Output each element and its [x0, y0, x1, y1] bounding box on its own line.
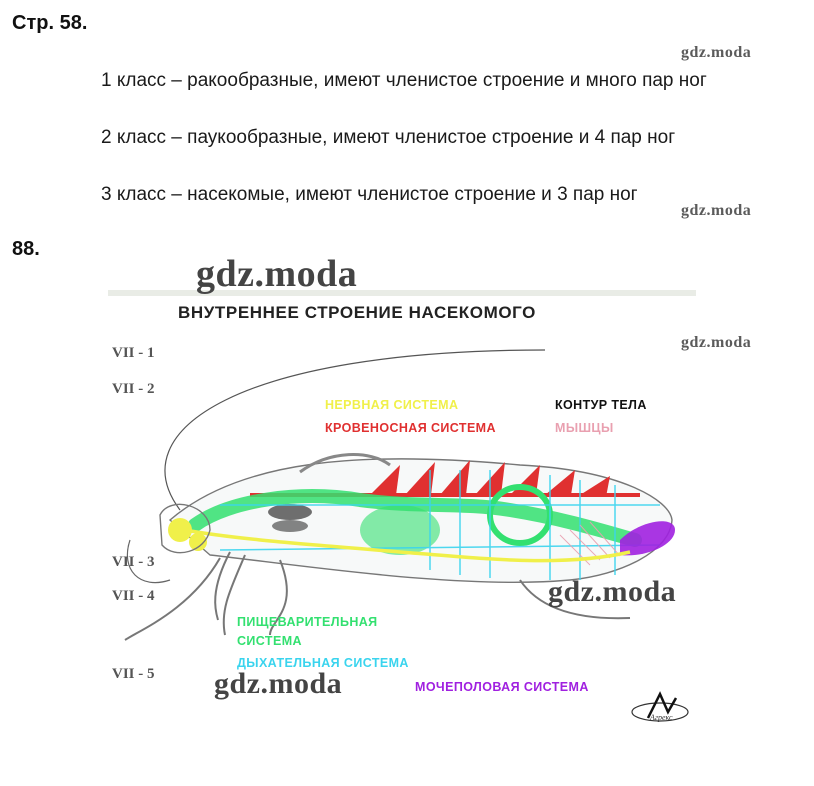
brain [168, 518, 192, 542]
legend-nervous: НЕРВНАЯ СИСТЕМА [325, 398, 459, 412]
legend-digestive-1: ПИЩЕВАРИТЕЛЬНАЯ [237, 615, 378, 629]
watermark: gdz.moda [681, 44, 752, 61]
legend-body-outline: КОНТУР ТЕЛА [555, 398, 647, 412]
answer-line: 3 класс – насекомые, имеют членистое строение и 3 пар ног [101, 184, 638, 205]
page-label: Стр. 58. [12, 12, 88, 34]
watermark: gdz.moda [548, 575, 677, 608]
roman-label: VII - 5 [112, 666, 155, 682]
legend-digestive-2: СИСТЕМА [237, 634, 302, 648]
answer-line: 1 класс – ракообразные, имеют членистое строение и много пар ног [101, 70, 707, 91]
watermark: gdz.moda [681, 202, 752, 219]
task-number: 88. [12, 238, 40, 260]
watermark: gdz.moda [196, 253, 358, 295]
roman-label: VII - 1 [112, 345, 155, 361]
legend-circulatory: КРОВЕНОСНАЯ СИСТЕМА [325, 421, 496, 435]
svg-text:Агрекс: Агрекс [650, 713, 673, 722]
legend-muscles: МЫШЦЫ [555, 421, 614, 435]
roman-label: VII - 2 [112, 381, 155, 397]
answer-line: 2 класс – паукообразные, имеют членистое строение и 4 пар ног [101, 127, 676, 148]
roman-label: VII - 3 [112, 554, 155, 570]
figure-title: ВНУТРЕННЕЕ СТРОЕНИЕ НАСЕКОМОГО [178, 303, 536, 322]
roman-label: VII - 4 [112, 588, 155, 604]
legend-respiratory: ДЫХАТЕЛЬНАЯ СИСТЕМА [237, 656, 409, 670]
publisher-logo [628, 690, 692, 724]
watermark: gdz.moda [681, 334, 752, 351]
legend-reproductive: МОЧЕПОЛОВАЯ СИСТЕМА [415, 680, 589, 694]
watermark: gdz.moda [214, 667, 343, 700]
